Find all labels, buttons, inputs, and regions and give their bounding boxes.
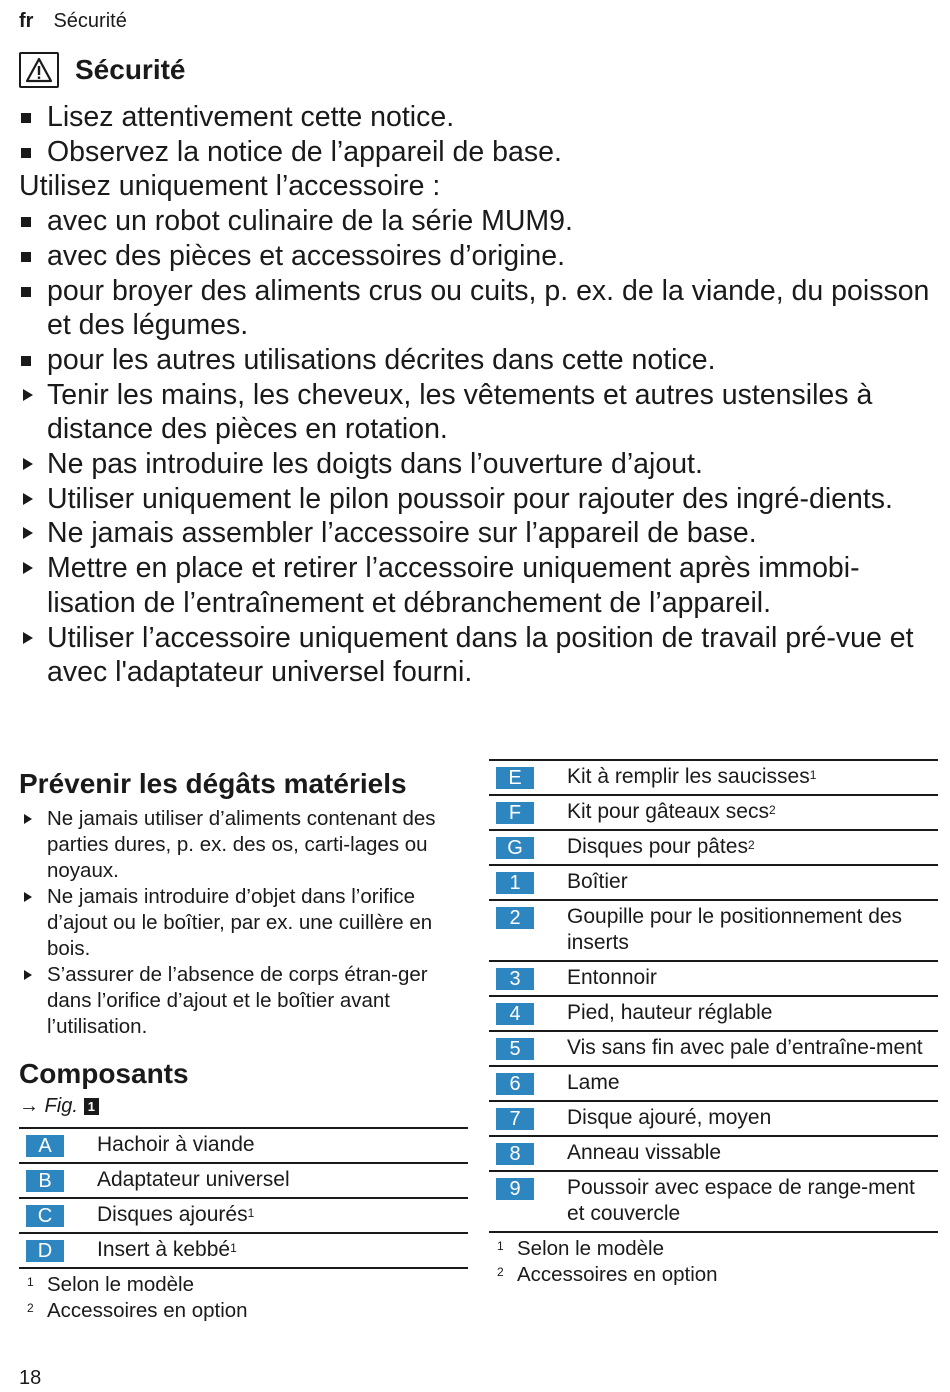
component-row: [489, 760, 938, 795]
component-label: Lame: [567, 1071, 620, 1094]
component-label-cell: [567, 760, 938, 795]
damage-title: Prévenir les dégâts matériels: [19, 768, 407, 799]
component-key: 1: [496, 872, 534, 894]
footnotes-right: [489, 1236, 938, 1288]
safety-item: Lisez attentivement cette notice.: [19, 100, 944, 135]
footnote-number: 2: [497, 1265, 504, 1279]
component-label: Entonnoir: [567, 966, 657, 989]
component-label-cell: [567, 1066, 938, 1101]
component-label-cell: [567, 1171, 938, 1232]
safety-item: Tenir les mains, les cheveux, les vêtements et autres ustensiles à distance des pièces en rotation.: [19, 378, 944, 447]
component-label: Insert à kebbé: [97, 1238, 231, 1261]
component-key-cell: [489, 830, 567, 865]
component-row: [19, 1128, 468, 1163]
component-label: Disque ajouré, moyen: [567, 1106, 772, 1129]
safety-item: Observez la notice de l’appareil de base.: [19, 135, 944, 170]
component-label-cell: [97, 1233, 468, 1268]
component-label: Adaptateur universel: [97, 1168, 290, 1191]
component-key: 5: [496, 1038, 534, 1060]
safety-item: pour les autres utilisations décrites dans cette notice.: [19, 343, 944, 378]
safety-item: Mettre en place et retirer l’accessoire uniquement après immobi-lisation de l’entraînement et débranchement de l’appareil.: [19, 551, 944, 620]
component-label-cell: [567, 830, 938, 865]
footnote-ref: 2: [768, 803, 776, 817]
component-row: [19, 1233, 468, 1268]
component-key: B: [26, 1170, 64, 1192]
component-label: Kit à remplir les saucisses: [567, 765, 810, 788]
components-table-right-wrap: [489, 759, 938, 1288]
component-key: 6: [496, 1073, 534, 1095]
component-key-cell: [19, 1163, 97, 1198]
footnote-text: Accessoires en option: [517, 1263, 718, 1286]
component-key-cell: [489, 961, 567, 996]
safety-item: Utiliser l’accessoire uniquement dans la position de travail pré-vue et avec l'adaptateur universel fourni.: [19, 621, 944, 690]
component-key: 8: [496, 1143, 534, 1165]
component-key: 2: [496, 907, 534, 929]
footnote-ref: 1: [809, 768, 817, 782]
footnote: [19, 1272, 468, 1298]
component-label-cell: [97, 1128, 468, 1163]
component-row: [489, 795, 938, 830]
component-label: Boîtier: [567, 870, 628, 893]
component-label-cell: [567, 1101, 938, 1136]
safety-heading: [19, 52, 186, 88]
language-code: fr: [19, 10, 34, 32]
component-key: 4: [496, 1003, 534, 1025]
component-label: Anneau vissable: [567, 1141, 722, 1164]
page-number: 18: [19, 1367, 42, 1389]
safety-list: [19, 100, 944, 690]
component-key: D: [26, 1240, 64, 1262]
safety-item: Ne pas introduire les doigts dans l’ouverture d’ajout.: [19, 447, 944, 482]
footnote-ref: 2: [747, 838, 755, 852]
safety-title: Sécurité: [75, 54, 186, 85]
component-label-cell: [567, 1136, 938, 1171]
component-row: [19, 1163, 468, 1198]
component-row: [489, 1101, 938, 1136]
component-key: A: [26, 1135, 64, 1157]
component-row: [489, 1031, 938, 1066]
footnote: [489, 1262, 938, 1288]
running-header: [19, 10, 127, 33]
component-label-cell: [567, 961, 938, 996]
footnote-text: Selon le modèle: [47, 1273, 195, 1296]
components-table-right: [489, 759, 938, 1233]
component-key-cell: [19, 1233, 97, 1268]
components-table-left: [19, 1127, 468, 1269]
footnote-number: 2: [27, 1301, 34, 1315]
component-label-cell: [97, 1198, 468, 1233]
component-key-cell: [489, 996, 567, 1031]
component-label: Disques ajourés: [97, 1203, 248, 1226]
component-key-cell: [19, 1198, 97, 1233]
component-label-cell: [567, 865, 938, 900]
damage-list: [19, 806, 469, 1040]
components-table-left-wrap: [19, 1127, 468, 1324]
component-key: F: [496, 802, 534, 824]
component-row: [489, 865, 938, 900]
footnotes-left: [19, 1272, 468, 1324]
component-key: C: [26, 1205, 64, 1227]
component-label-cell: [567, 795, 938, 830]
component-label: Pied, hauteur réglable: [567, 1001, 773, 1024]
component-key-cell: [489, 795, 567, 830]
figure-reference-text: → Fig.: [19, 1095, 78, 1117]
damage-section: [19, 768, 469, 1040]
safety-item: Utiliser uniquement le pilon poussoir pour rajouter des ingré-dients.: [19, 482, 944, 517]
component-key: E: [496, 767, 534, 789]
component-key: G: [496, 837, 534, 859]
component-key-cell: [19, 1128, 97, 1163]
component-label: Vis sans fin avec pale d’entraîne-ment: [567, 1036, 923, 1059]
component-key-cell: [489, 1031, 567, 1066]
component-row: [489, 900, 938, 961]
component-label-cell: [567, 900, 938, 961]
component-label: Hachoir à viande: [97, 1133, 255, 1156]
component-key-cell: [489, 1101, 567, 1136]
component-label: Goupille pour le positionnement des inserts: [567, 905, 903, 954]
component-key-cell: [489, 760, 567, 795]
footnote-text: Accessoires en option: [47, 1299, 248, 1322]
footnote-ref: 1: [230, 1241, 237, 1255]
component-key-cell: [489, 900, 567, 961]
component-row: [489, 1066, 938, 1101]
component-row: [489, 996, 938, 1031]
component-label-cell: [97, 1163, 468, 1198]
damage-item: S’assurer de l’absence de corps étran-ger dans l’orifice d’ajout et le boîtier avant l’utilisation.: [19, 962, 469, 1040]
component-key-cell: [489, 1171, 567, 1232]
component-row: [489, 1136, 938, 1171]
component-key: 9: [496, 1178, 534, 1200]
footnote: [19, 1298, 468, 1324]
component-label-cell: [567, 996, 938, 1031]
component-label: Poussoir avec espace de range-ment et couvercle: [567, 1176, 915, 1225]
warning-icon: [19, 52, 59, 88]
damage-item: Ne jamais utiliser d’aliments contenant des parties dures, p. ex. des os, carti-lages ou noyaux.: [19, 806, 469, 884]
component-row: [489, 961, 938, 996]
safety-item: avec des pièces et accessoires d’origine.: [19, 239, 944, 274]
footnote-number: 1: [27, 1275, 34, 1289]
component-label: Kit pour gâteaux secs: [567, 800, 769, 823]
footnote-text: Selon le modèle: [517, 1237, 665, 1260]
safety-item: pour broyer des aliments crus ou cuits, p. ex. de la viande, du poisson et des légumes.: [19, 274, 944, 343]
components-title: Composants: [19, 1058, 189, 1089]
damage-item: Ne jamais introduire d’objet dans l’orifice d’ajout ou le boîtier, par ex. une cuillère en bois.: [19, 884, 469, 962]
component-label-cell: [567, 1031, 938, 1066]
components-section: [19, 1058, 469, 1118]
component-key-cell: [489, 1066, 567, 1101]
footnote-number: 1: [497, 1239, 504, 1253]
safety-item: Ne jamais assembler l’accessoire sur l’appareil de base.: [19, 516, 944, 551]
component-row: [489, 830, 938, 865]
component-key-cell: [489, 865, 567, 900]
safety-intro: Utilisez uniquement l’accessoire :: [19, 170, 441, 203]
component-row: [19, 1198, 468, 1233]
figure-reference: [19, 1095, 469, 1118]
figure-number: 1: [84, 1098, 99, 1115]
component-row: [489, 1171, 938, 1232]
safety-item: avec un robot culinaire de la série MUM9.: [19, 204, 944, 239]
component-key: 3: [496, 968, 534, 990]
component-label: Disques pour pâtes: [567, 835, 748, 858]
footnote: [489, 1236, 938, 1262]
component-key-cell: [489, 1136, 567, 1171]
header-section: Sécurité: [53, 10, 127, 32]
footnote-ref: 1: [247, 1206, 255, 1220]
component-key: 7: [496, 1108, 534, 1130]
